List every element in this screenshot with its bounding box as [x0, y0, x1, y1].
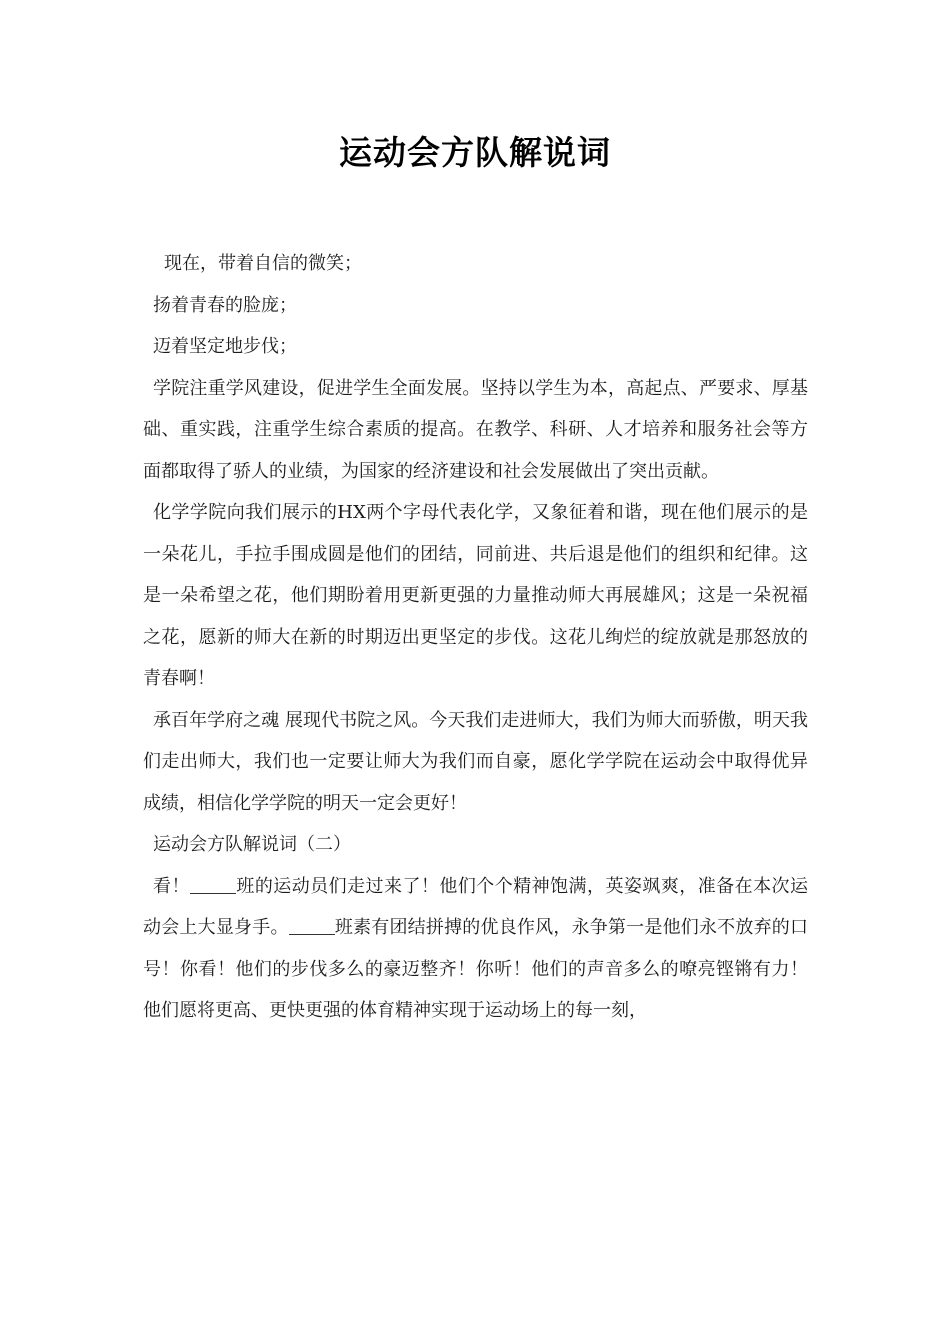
- paragraph-athletes: [143, 866, 808, 1032]
- paragraph-closing: 承百年学府之魂 展现代书院之风。今天我们走进师大，我们为师大而骄傲，明天我们走出师大，我们也一定要让师大为我们而自豪，愿化学学院在运动会中取得优异成绩，相信化学学院的明天一定会更好！: [143, 709, 808, 814]
- paragraph-chemistry: 化学学院向我们展示的HX两个字母代表化学，又象征着和谐，现在他们展示的是一朵花儿，手拉手围成圆是他们的团结，同前进、共后退是他们的组织和纪律。这是一朵希望之花，他们期盼着用更新更强的力量推动师大再展雄风；这是一朵祝福之花，愿新的师大在新的时期迈出更坚定的步伐。这花儿绚烂的绽放就是那怒放的青春啊！: [143, 502, 808, 689]
- class-name-blank-2: [289, 916, 335, 935]
- intro-line-2: 扬着青春的脸庞；: [153, 294, 297, 316]
- class-name-blank: [190, 875, 236, 894]
- document-title: 运动会方队解说词: [339, 133, 611, 172]
- intro-line-3: 迈着坚定地步伐；: [153, 336, 297, 357]
- athletes-text-3: 班素有团结拼搏的优良作风，永争第一是他们永不放弃的口号！你看！他们的步伐多么的豪迈整齐！你听！他们的声音多么的嘹亮铿锵有力！他们愿将更高、更快更强的体育精神实现于运动场上的每一刻，: [143, 917, 809, 1021]
- intro-line-1: 现在，带着自信的微笑；: [164, 253, 362, 274]
- athletes-text-2: 班的运动员们走过来了！他们个个精神饱满，英姿飒爽，准备在本次运动会上大显身手。: [143, 875, 809, 938]
- athletes-text-1: 看！: [153, 875, 190, 897]
- document-body: [143, 243, 808, 1032]
- section-subtitle: 运动会方队解说词（二）: [153, 834, 351, 855]
- paragraph-college: 学院注重学风建设，促进学生全面发展。坚持以学生为本，高起点、严要求、厚基础、重实践，注重学生综合素质的提高。在教学、科研、人才培养和服务社会等方面都取得了骄人的业绩，为国家的经济建设和社会发展做出了突出贡献。: [143, 377, 808, 482]
